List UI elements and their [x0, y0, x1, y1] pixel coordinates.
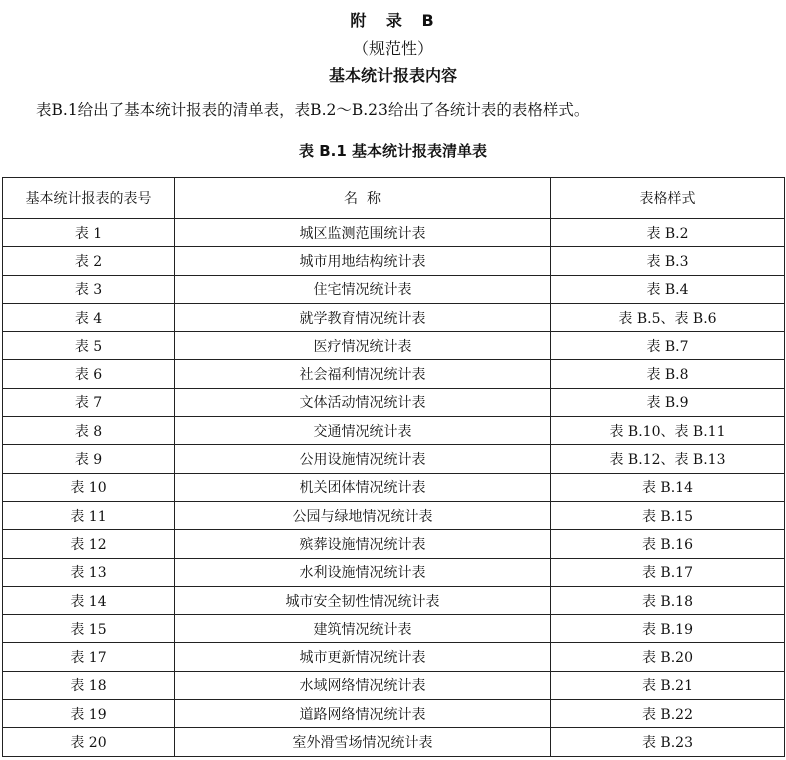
table-number-cell: 表 1 — [3, 219, 175, 247]
table-row — [3, 586, 785, 614]
report-name-cell: 殡葬设施情况统计表 — [175, 530, 551, 558]
table-number-cell: 表 7 — [3, 388, 175, 416]
table-number-cell: 表 13 — [3, 558, 175, 586]
table-format-cell: 表 B.5、表 B.6 — [551, 303, 785, 331]
table-row — [3, 700, 785, 728]
table-format-cell: 表 B.3 — [551, 247, 785, 275]
table-row — [3, 332, 785, 360]
table-row — [3, 247, 785, 275]
appendix-title: 附 录 B — [350, 11, 436, 30]
table-row — [3, 388, 785, 416]
table-number-cell: 表 18 — [3, 671, 175, 699]
table-format-cell: 表 B.21 — [551, 671, 785, 699]
column-header-table-number: 基本统计报表的表号 — [3, 178, 175, 219]
column-header-format: 表格样式 — [551, 178, 785, 219]
table-format-cell: 表 B.14 — [551, 473, 785, 501]
table-row — [3, 615, 785, 643]
report-name-cell: 道路网络情况统计表 — [175, 700, 551, 728]
table-format-cell: 表 B.18 — [551, 586, 785, 614]
table-number-cell: 表 9 — [3, 445, 175, 473]
report-name-cell: 公园与绿地情况统计表 — [175, 501, 551, 529]
column-header-name: 名 称 — [175, 178, 551, 219]
appendix-subtitle: （规范性） — [352, 39, 433, 58]
table-format-cell: 表 B.17 — [551, 558, 785, 586]
table-number-cell: 表 14 — [3, 586, 175, 614]
table-number-cell: 表 19 — [3, 700, 175, 728]
table-body — [3, 219, 785, 757]
table-format-cell: 表 B.15 — [551, 501, 785, 529]
table-number-cell: 表 6 — [3, 360, 175, 388]
report-name-cell: 机关团体情况统计表 — [175, 473, 551, 501]
table-format-cell: 表 B.10、表 B.11 — [551, 417, 785, 445]
report-name-cell: 城区监测范围统计表 — [175, 219, 551, 247]
report-name-cell: 城市用地结构统计表 — [175, 247, 551, 275]
table-caption: 表 B.1 基本统计报表清单表 — [298, 142, 487, 160]
table-number-cell: 表 10 — [3, 473, 175, 501]
report-name-cell: 住宅情况统计表 — [175, 275, 551, 303]
table-row — [3, 473, 785, 501]
table-format-cell: 表 B.19 — [551, 615, 785, 643]
table-row — [3, 643, 785, 671]
table-number-cell: 表 11 — [3, 501, 175, 529]
report-name-cell: 文体活动情况统计表 — [175, 388, 551, 416]
report-name-cell: 公用设施情况统计表 — [175, 445, 551, 473]
table-number-cell: 表 4 — [3, 303, 175, 331]
table-format-cell: 表 B.4 — [551, 275, 785, 303]
table-format-cell: 表 B.20 — [551, 643, 785, 671]
table-number-cell: 表 12 — [3, 530, 175, 558]
table-number-cell: 表 3 — [3, 275, 175, 303]
report-name-cell: 就学教育情况统计表 — [175, 303, 551, 331]
table-row — [3, 360, 785, 388]
report-name-cell: 水域网络情况统计表 — [175, 671, 551, 699]
table-row — [3, 219, 785, 247]
table-number-cell: 表 8 — [3, 417, 175, 445]
table-number-cell: 表 5 — [3, 332, 175, 360]
table-row — [3, 445, 785, 473]
table-row — [3, 530, 785, 558]
table-row — [3, 671, 785, 699]
table-number-cell: 表 2 — [3, 247, 175, 275]
table-row — [3, 558, 785, 586]
report-name-cell: 社会福利情况统计表 — [175, 360, 551, 388]
table-format-cell: 表 B.23 — [551, 728, 785, 756]
report-list-table — [2, 177, 785, 757]
table-format-cell: 表 B.16 — [551, 530, 785, 558]
table-format-cell: 表 B.7 — [551, 332, 785, 360]
report-name-cell: 城市安全韧性情况统计表 — [175, 586, 551, 614]
report-name-cell: 医疗情况统计表 — [175, 332, 551, 360]
table-number-cell: 表 15 — [3, 615, 175, 643]
table-format-cell: 表 B.8 — [551, 360, 785, 388]
intro-paragraph: 表B.1给出了基本统计报表的清单表，表B.2～B.23给出了各统计表的表格样式。 — [36, 101, 590, 119]
appendix-heading: 基本统计报表内容 — [328, 66, 457, 85]
report-name-cell: 交通情况统计表 — [175, 417, 551, 445]
table-format-cell: 表 B.22 — [551, 700, 785, 728]
report-name-cell: 室外滑雪场情况统计表 — [175, 728, 551, 756]
table-format-cell: 表 B.2 — [551, 219, 785, 247]
table-number-cell: 表 17 — [3, 643, 175, 671]
table-row — [3, 728, 785, 756]
table-row — [3, 417, 785, 445]
table-header-row — [3, 178, 785, 219]
table-format-cell: 表 B.12、表 B.13 — [551, 445, 785, 473]
report-name-cell: 水利设施情况统计表 — [175, 558, 551, 586]
table-row — [3, 501, 785, 529]
report-name-cell: 建筑情况统计表 — [175, 615, 551, 643]
table-format-cell: 表 B.9 — [551, 388, 785, 416]
report-name-cell: 城市更新情况统计表 — [175, 643, 551, 671]
table-number-cell: 表 20 — [3, 728, 175, 756]
table-row — [3, 303, 785, 331]
table-row — [3, 275, 785, 303]
